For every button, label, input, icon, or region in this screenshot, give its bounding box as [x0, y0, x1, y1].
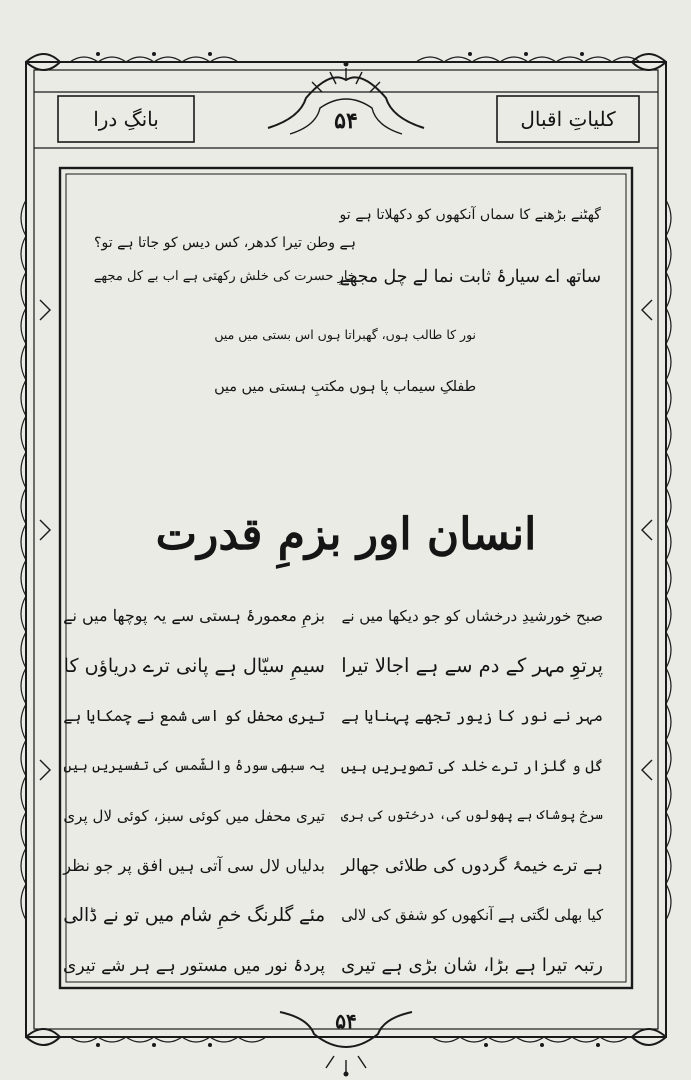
verse-line: سیمِ سیّال ہے پانی ترے دریاؤں کا — [63, 654, 325, 677]
verse-line: گل و گلزار ترے خلد کی تصویریں ہیں — [340, 757, 603, 775]
poem-title: انسان اور بزمِ قدرت — [155, 508, 537, 560]
verse-line: کیا بھلی لگتی ہے آنکھوں کو شفق کی لالی — [341, 907, 603, 924]
verse-line: بزمِ معمورۂ ہستی سے یہ پوچھا میں نے — [63, 606, 325, 625]
verse-line: سرخ پوشاک ہے پھولوں کی، درختوں کی ہری — [340, 808, 603, 823]
verse-line: گھٹنے بڑھنے کا سماں آنکھوں کو دکھلاتا ہے تو — [339, 207, 601, 223]
verse-line: ہے ترے خیمۂ گردوں کی طلائی جھالر — [341, 856, 603, 876]
verse-line: ہے وطن تیرا کدھر، کس دیس کو جاتا ہے تو؟ — [94, 235, 356, 251]
verse-line: بدلیاں لال سی آتی ہیں افق پر جو نظر — [63, 856, 325, 875]
section-title: بانگِ درا — [93, 107, 159, 131]
verse-line: تیری محفل میں کوئی سبز، کوئی لال پری — [63, 807, 325, 825]
verse-line: پردۂ نور میں مستور ہے ہر شے تیری — [63, 956, 325, 976]
verse-line: صبح خورشیدِ درخشاں کو جو دیکھا میں نے — [341, 607, 603, 625]
verse-line: رتبہ تیرا ہے بڑا، شان بڑی ہے تیری — [341, 955, 603, 976]
verse-line: نور کا طالب ہوں، گھبراتا ہوں اس بستی میں میں — [214, 327, 476, 342]
verse-line: ساتھ اے سیارۂ ثابت نما لے چل مجھے — [339, 267, 601, 287]
verse-line: یہ سبھی سورۂ والشّمس کی تفسیریں ہیں — [63, 758, 325, 774]
verse-line: تیری محفل کو اسی شمع نے چمکایا ہے — [63, 707, 325, 725]
verse-line: خارِ حسرت کی خلش رکھتی ہے اب بے کل مجھے — [93, 269, 356, 284]
verse-line: پرتوِ مہر کے دم سے ہے اجالا تیرا — [341, 654, 603, 677]
verse-line: مہر نے نور کا زیور تجھے پہنایا ہے — [341, 707, 603, 725]
verse-line: مئے گلرنگ خمِ شام میں تو نے ڈالی — [63, 905, 325, 926]
book-title: کلیاتِ اقبال — [520, 107, 616, 131]
page-number-top: ۵۴ — [334, 108, 358, 134]
page-number-bottom: ۵۴ — [335, 1009, 357, 1033]
verse-line: طفلکِ سیماب پا ہوں مکتبِ ہستی میں میں — [214, 379, 476, 395]
